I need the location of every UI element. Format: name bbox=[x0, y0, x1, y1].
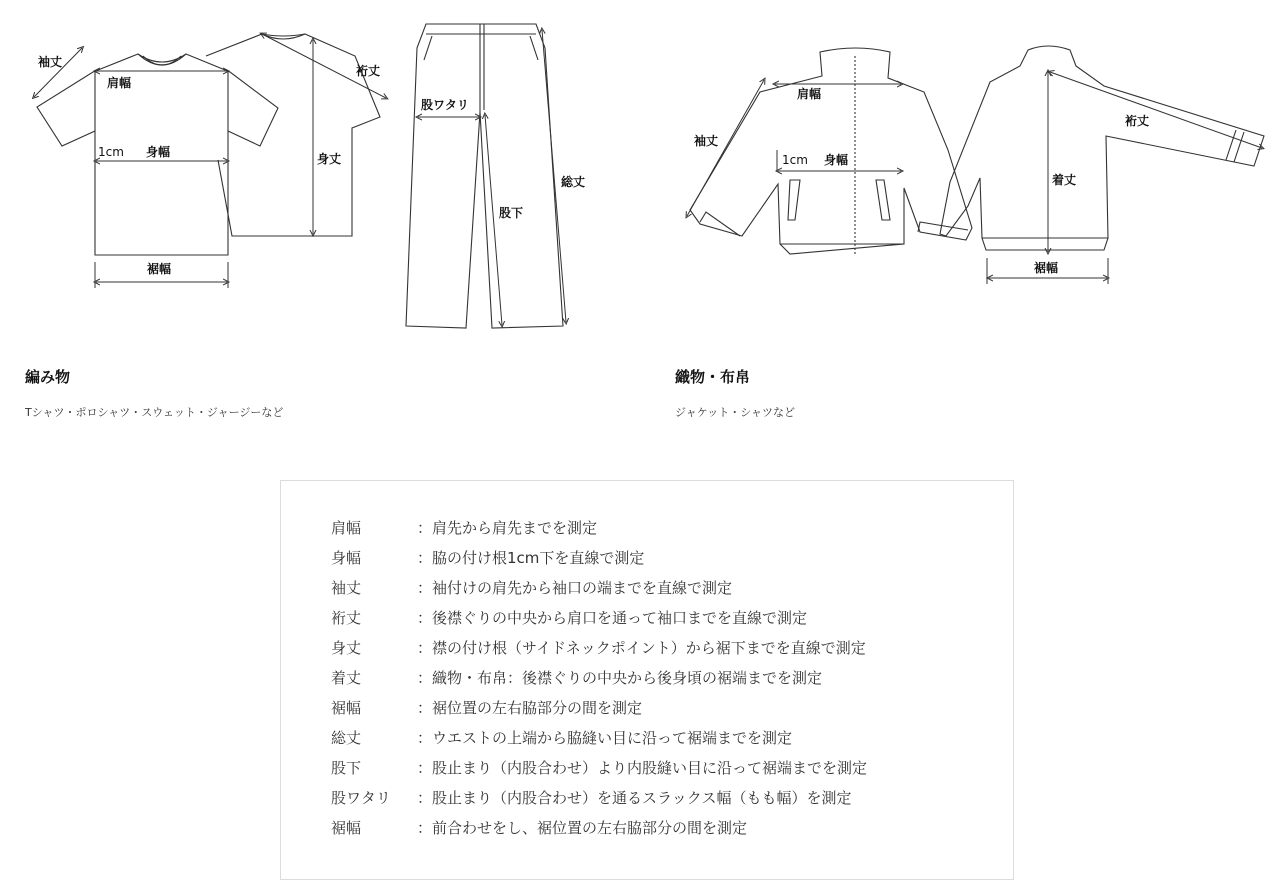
definition-term: 裄丈 bbox=[331, 609, 362, 627]
definition-term: 裾幅 bbox=[331, 819, 362, 837]
definition-text: ：ウエストの上端から脇縫い目に沿って裾端までを測定 bbox=[417, 729, 793, 747]
definition-row bbox=[331, 787, 852, 808]
definition-row bbox=[331, 817, 747, 838]
label-hem-width: 裾幅 bbox=[147, 262, 172, 276]
definition-term: 身丈 bbox=[331, 639, 362, 657]
definition-text: ：袖付けの肩先から袖口の端までを直線で測定 bbox=[417, 579, 733, 597]
definition-term: 総丈 bbox=[331, 729, 362, 747]
label-thigh-width: 股ワタリ bbox=[421, 98, 469, 112]
label-yuki-length: 裄丈 bbox=[356, 64, 381, 78]
definition-term: 肩幅 bbox=[331, 519, 362, 537]
definition-term: 股ワタリ bbox=[331, 789, 391, 807]
pants-illustration bbox=[406, 24, 563, 328]
label-jacket-body-width: 身幅 bbox=[824, 153, 849, 167]
label-body-width: 身幅 bbox=[146, 145, 171, 159]
definition-text: ：前合わせをし、裾位置の左右脇部分の間を測定 bbox=[417, 819, 748, 837]
tshirt-back-illustration bbox=[206, 34, 380, 236]
definition-text: ：股止まり（内股合わせ）より内股縫い目に沿って裾端までを測定 bbox=[417, 759, 868, 777]
definition-text: ：肩先から肩先までを測定 bbox=[417, 519, 598, 537]
definition-row bbox=[331, 637, 866, 658]
definition-text: ：後襟ぐりの中央から肩口を通って袖口までを直線で測定 bbox=[417, 609, 808, 627]
definition-term: 裾幅 bbox=[331, 699, 362, 717]
knit-section-title: 編み物 bbox=[25, 368, 71, 386]
label-shoulder-width: 肩幅 bbox=[107, 76, 132, 90]
definition-row bbox=[331, 727, 792, 748]
definition-term: 股下 bbox=[331, 759, 362, 777]
pants-measure-lines bbox=[418, 30, 566, 325]
definition-text: ：脇の付け根1cm下を直線で測定 bbox=[417, 549, 645, 567]
label-jacket-1cm: 1cm bbox=[782, 153, 808, 167]
definition-row bbox=[331, 517, 597, 538]
label-jacket-sleeve-length: 袖丈 bbox=[694, 134, 719, 148]
woven-section-title: 織物・布帛 bbox=[675, 368, 751, 386]
definition-term: 袖丈 bbox=[331, 579, 362, 597]
definition-row bbox=[331, 577, 732, 598]
definition-row bbox=[331, 697, 642, 718]
definition-term: 着丈 bbox=[331, 669, 362, 687]
definition-row bbox=[331, 757, 867, 778]
label-jacket-shoulder-width: 肩幅 bbox=[797, 87, 822, 101]
label-jacket-hem-width: 裾幅 bbox=[1034, 261, 1059, 275]
jacket-front-measure-lines bbox=[687, 80, 901, 216]
definition-text: ：襟の付け根（サイドネックポイント）から裾下までを直線で測定 bbox=[417, 639, 866, 657]
label-jacket-yuki-length: 裄丈 bbox=[1125, 114, 1150, 128]
label-garment-length: 着丈 bbox=[1052, 173, 1077, 187]
label-body-length: 身丈 bbox=[317, 152, 342, 166]
woven-section-subtitle: ジャケット・シャツなど bbox=[675, 406, 796, 419]
definition-text: ：織物・布帛：後襟ぐりの中央から後身頃の裾端までを測定 bbox=[417, 669, 823, 687]
label-inseam: 股下 bbox=[499, 206, 524, 220]
definition-text: ：裾位置の左右脇部分の間を測定 bbox=[417, 699, 643, 717]
definition-term: 身幅 bbox=[331, 549, 362, 567]
definition-row bbox=[331, 547, 644, 568]
knit-section-subtitle: Tシャツ・ポロシャツ・スウェット・ジャージーなど bbox=[25, 406, 284, 419]
jacket-back-measure-lines bbox=[987, 72, 1262, 284]
measurement-definitions-box bbox=[280, 480, 1014, 880]
label-1cm: 1cm bbox=[98, 145, 124, 159]
definition-row bbox=[331, 607, 807, 628]
label-total-length: 総丈 bbox=[561, 175, 586, 189]
definition-row bbox=[331, 667, 822, 688]
label-sleeve-length: 袖丈 bbox=[38, 55, 63, 69]
garment-diagrams bbox=[0, 0, 1280, 340]
definition-text: ：股止まり（内股合わせ）を通るスラックス幅（もも幅）を測定 bbox=[417, 789, 852, 807]
jacket-back-illustration bbox=[940, 46, 1264, 250]
jacket-front-illustration bbox=[690, 48, 972, 254]
